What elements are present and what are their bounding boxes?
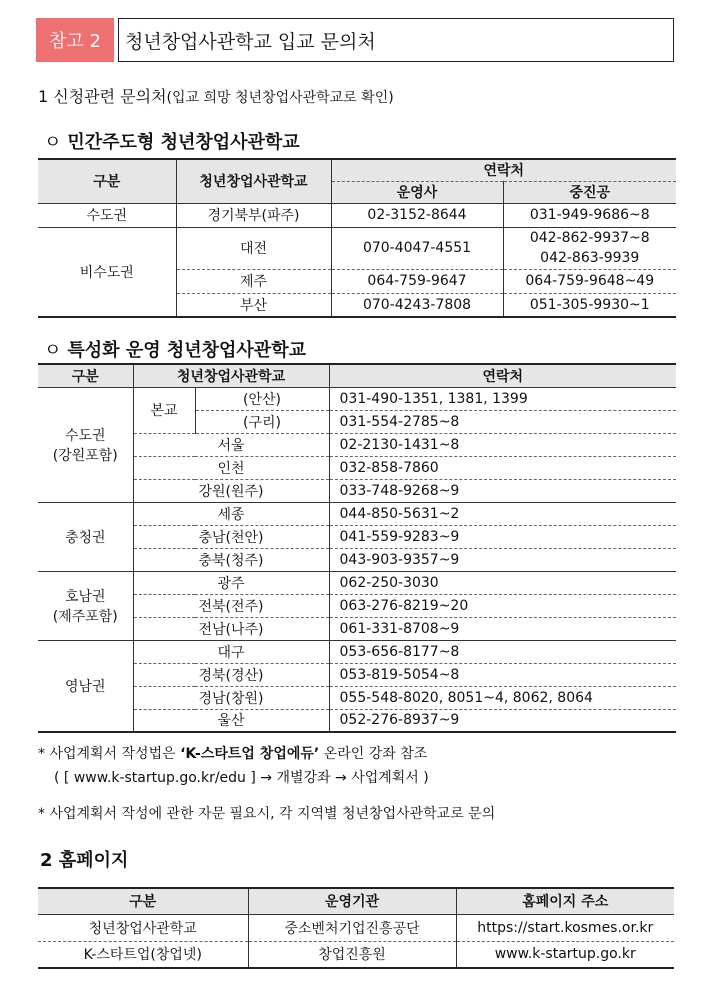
- header-division: 구분: [38, 364, 133, 387]
- contact-phone: 031-490-1351, 1381, 1399: [329, 387, 676, 410]
- contact-phone: 061-331-8708~9: [329, 617, 676, 640]
- table-row: [38, 941, 674, 968]
- header-division: 구분: [38, 888, 248, 914]
- homepage-link[interactable]: www.k-startup.go.kr: [456, 941, 674, 968]
- note-2: * 사업계획서 작성에 관한 자문 필요시, 각 지역별 청년창업사관학교로 문의: [38, 806, 496, 822]
- org-cell: 중소벤처기업진흥공단: [248, 914, 456, 941]
- table-row: [38, 203, 676, 227]
- table-row: [38, 571, 676, 594]
- kosmes-phone-1: 042-862-9937~8: [529, 230, 650, 246]
- region-cell: 비수도권: [38, 227, 176, 317]
- table-row: [38, 548, 676, 571]
- school-cell: 충북(청주): [133, 548, 329, 571]
- school-cell: 충남(천안): [133, 525, 329, 548]
- kosmes-phone-2: 042-863-9939: [540, 250, 640, 266]
- contact-phone: 053-656-8177~8: [329, 640, 676, 663]
- school-cell: 부산: [176, 293, 331, 317]
- contact-phone: 053-819-5054~8: [329, 663, 676, 686]
- header-division: 구분: [38, 159, 176, 203]
- region-name: 수도권: [64, 427, 106, 444]
- section1-note: (입교 희망 청년창업사관학교로 확인): [166, 90, 394, 106]
- header-contact: 연락처: [331, 159, 676, 181]
- table-row: [38, 433, 676, 456]
- header-operator: 운영사: [331, 181, 503, 203]
- note-1-suffix: 온라인 강좌 참조: [319, 746, 428, 762]
- contact-phone: 031-554-2785~8: [329, 410, 676, 433]
- region-name: 호남권: [64, 588, 106, 605]
- header-kosmes: 중진공: [503, 181, 676, 203]
- contact-phone: 02-2130-1431~8: [329, 433, 676, 456]
- school-cell: 인천: [133, 456, 329, 479]
- table-row: [38, 387, 676, 410]
- school-cell: 경북(경산): [133, 663, 329, 686]
- table-row: [38, 640, 676, 663]
- main-campus-cell: 본교: [133, 387, 195, 433]
- contact-phone: 041-559-9283~9: [329, 525, 676, 548]
- region-cell: 충청권: [38, 502, 133, 571]
- table-row: [38, 686, 676, 709]
- note-1-prefix: * 사업계획서 작성법은: [38, 746, 181, 762]
- section1-heading: [38, 84, 394, 107]
- operator-phone: 064-759-9647: [331, 269, 503, 293]
- header-url: 홈페이지 주소: [456, 888, 674, 914]
- school-cell: 울산: [133, 709, 329, 732]
- division-cell: K-스타트업(창업넷): [83, 947, 202, 964]
- page-title: 청년창업사관학교 입교 문의처: [118, 18, 674, 62]
- contact-phone: 032-858-7860: [329, 456, 676, 479]
- region-name-sub: (강원포함): [52, 447, 118, 464]
- contact-phone: 055-548-8020, 8051~4, 8062, 8064: [329, 686, 676, 709]
- region-cell: 수도권: [86, 208, 128, 224]
- section2-heading: 2 홈페이지: [40, 850, 129, 871]
- contact-phone: 063-276-8219~20: [329, 594, 676, 617]
- table-row: [38, 227, 676, 269]
- section1-label: 1 신청관련 문의처: [38, 87, 167, 106]
- table-row: [38, 663, 676, 686]
- appendix-header: [36, 18, 674, 62]
- contact-phone: 044-850-5631~2: [329, 502, 676, 525]
- school-cell: 전남(나주): [133, 617, 329, 640]
- kosmes-phone: 031-949-9686~8: [503, 203, 676, 227]
- contact-phone: 033-748-9268~9: [329, 479, 676, 502]
- contact-phone: 052-276-8937~9: [329, 709, 676, 732]
- school-cell: 세종: [133, 502, 329, 525]
- private-subheading: [44, 128, 300, 154]
- division-cell: 청년창업사관학교: [88, 920, 197, 937]
- table-row: [38, 594, 676, 617]
- special-table: [38, 363, 676, 733]
- kosmes-phone: 051-305-9930~1: [503, 293, 676, 317]
- school-cell: 강원(원주): [133, 479, 329, 502]
- header-school: 청년창업사관학교: [176, 159, 331, 203]
- note-1: [38, 743, 427, 763]
- homepage-link[interactable]: https://start.kosmes.or.kr: [456, 914, 674, 941]
- school-cell: 대구: [133, 640, 329, 663]
- header-org: 운영기관: [248, 888, 456, 914]
- header-contact: 연락처: [329, 364, 676, 387]
- school-cell: 대전: [176, 227, 331, 269]
- table-row: [38, 914, 674, 941]
- region-cell: 영남권: [38, 640, 133, 732]
- region-cell: [38, 571, 133, 640]
- table-row: [38, 709, 676, 732]
- operator-phone: 070-4243-7808: [331, 293, 503, 317]
- school-cell: 제주: [176, 269, 331, 293]
- kosmes-phone: 064-759-9648~49: [503, 269, 676, 293]
- homepage-table: [38, 887, 674, 969]
- school-cell: (안산): [195, 387, 329, 410]
- table-row: [38, 502, 676, 525]
- header-school: 청년창업사관학교: [133, 364, 329, 387]
- operator-phone: 070-4047-4551: [331, 227, 503, 269]
- school-cell: 서울: [133, 433, 329, 456]
- region-name-sub: (제주포함): [52, 608, 118, 625]
- region-cell: [38, 387, 133, 502]
- school-cell: 경기북부(파주): [176, 203, 331, 227]
- operator-phone: 02-3152-8644: [331, 203, 503, 227]
- table-row: [38, 525, 676, 548]
- note-1-path: ( [ www.k-startup.go.kr/edu ] → 개별강좌 → 사업계획서 ): [54, 770, 429, 786]
- org-cell: 창업진흥원: [248, 941, 456, 968]
- special-subheading: [44, 336, 306, 362]
- special-title: 특성화 운영 청년창업사관학교: [67, 340, 306, 361]
- bullet-icon: ㅇ: [44, 340, 62, 361]
- school-cell: (구리): [195, 410, 329, 433]
- school-cell: 광주: [133, 571, 329, 594]
- kosmes-phone: [503, 227, 676, 269]
- contact-phone: 043-903-9357~9: [329, 548, 676, 571]
- table-row: [38, 456, 676, 479]
- reference-badge: 참고 2: [36, 18, 114, 62]
- private-title: 민간주도형 청년창업사관학교: [67, 132, 300, 153]
- table-row: [38, 617, 676, 640]
- bullet-icon: ㅇ: [44, 132, 62, 153]
- school-cell: 전북(전주): [133, 594, 329, 617]
- table-row: [38, 479, 676, 502]
- school-cell: 경남(창원): [133, 686, 329, 709]
- note-1-course: ‘K-스타트업 창업에듀’: [180, 746, 320, 762]
- contact-phone: 062-250-3030: [329, 571, 676, 594]
- private-table: [38, 158, 676, 318]
